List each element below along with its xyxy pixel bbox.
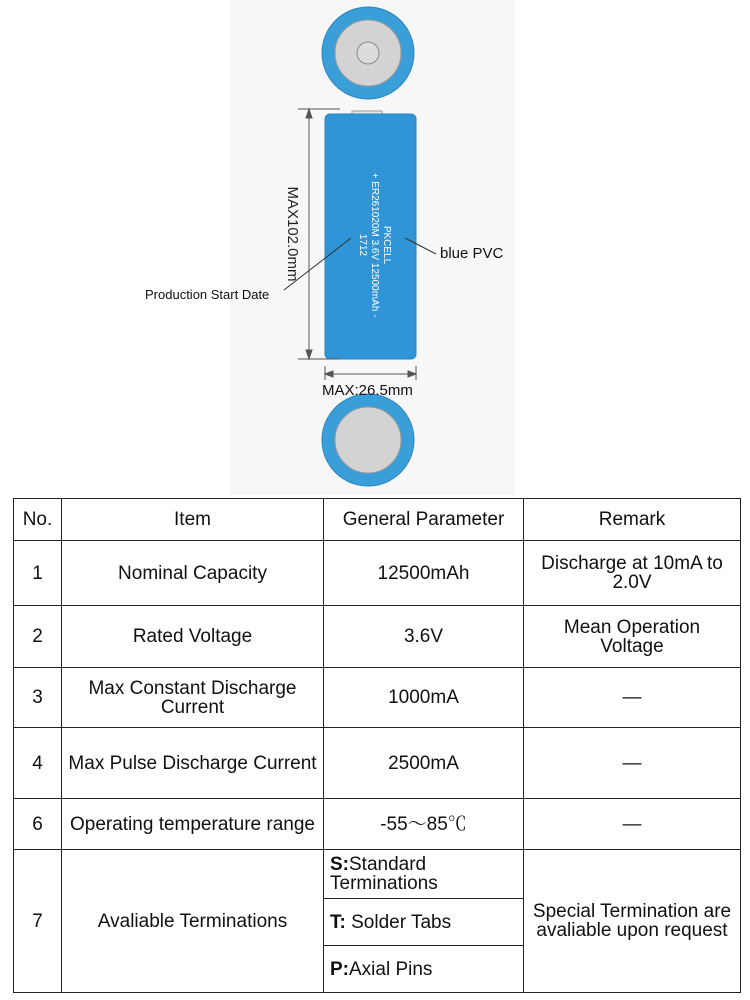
row-no: 1	[14, 541, 62, 606]
row-item: Operating temperature range	[62, 799, 324, 850]
row-no: 2	[14, 606, 62, 668]
battery-drawing	[0, 0, 750, 495]
row-remark: —	[524, 728, 741, 799]
row-item: Avaliable Terminations	[62, 850, 324, 993]
row-no: 6	[14, 799, 62, 850]
termination-text: Axial Pins	[349, 958, 433, 980]
termination-key: T:	[330, 911, 346, 933]
row-remark: Mean Operation Voltage	[524, 606, 741, 668]
table-row	[14, 850, 741, 899]
row-remark: —	[524, 668, 741, 728]
row-remark: Special Termination are avaliable upon request	[524, 850, 741, 993]
row-no: 7	[14, 850, 62, 993]
table-row	[14, 728, 741, 799]
table-row	[14, 606, 741, 668]
row-param: 2500mA	[324, 728, 524, 799]
termination-text: Standard Terminations	[330, 854, 438, 894]
header-parameter: General Parameter	[324, 499, 524, 541]
row-no: 3	[14, 668, 62, 728]
row-param: 12500mAh	[324, 541, 524, 606]
row-param: 1000mA	[324, 668, 524, 728]
table-row	[14, 668, 741, 728]
row-param: -55～85℃	[324, 799, 524, 850]
top-cap-icon	[322, 7, 414, 99]
table-header-row	[14, 499, 741, 541]
termination-option-axial-pins	[324, 946, 524, 993]
row-remark: Discharge at 10mA to 2.0V	[524, 541, 741, 606]
battery-diagram	[0, 0, 750, 495]
table-row	[14, 541, 741, 606]
spec-table	[13, 498, 741, 993]
height-dimension-label: MAX102.0mm	[284, 186, 301, 282]
table-row	[14, 799, 741, 850]
row-param: 3.6V	[324, 606, 524, 668]
battery-brand: PKCELL	[381, 225, 392, 265]
termination-option-standard	[324, 850, 524, 899]
termination-key: P:	[330, 958, 349, 980]
header-item: Item	[62, 499, 324, 541]
diameter-dimension-label: MAX:26.5mm	[322, 382, 413, 399]
termination-text: Solder Tabs	[345, 911, 452, 933]
bottom-cap-icon	[322, 394, 414, 486]
battery-model: + ER261020M 3.6V 12500mAh -	[369, 172, 380, 318]
row-remark: —	[524, 799, 741, 850]
row-item: Nominal Capacity	[62, 541, 324, 606]
row-item: Max Constant Discharge Current	[62, 668, 324, 728]
pvc-label: blue PVC	[440, 245, 504, 262]
termination-option-solder-tabs	[324, 899, 524, 946]
row-item: Max Pulse Discharge Current	[62, 728, 324, 799]
termination-key: S:	[330, 854, 349, 875]
header-remark: Remark	[524, 499, 741, 541]
row-item: Rated Voltage	[62, 606, 324, 668]
header-no: No.	[14, 499, 62, 541]
row-no: 4	[14, 728, 62, 799]
battery-date-code: 1712	[357, 233, 368, 257]
production-date-label: Production Start Date	[145, 287, 270, 302]
